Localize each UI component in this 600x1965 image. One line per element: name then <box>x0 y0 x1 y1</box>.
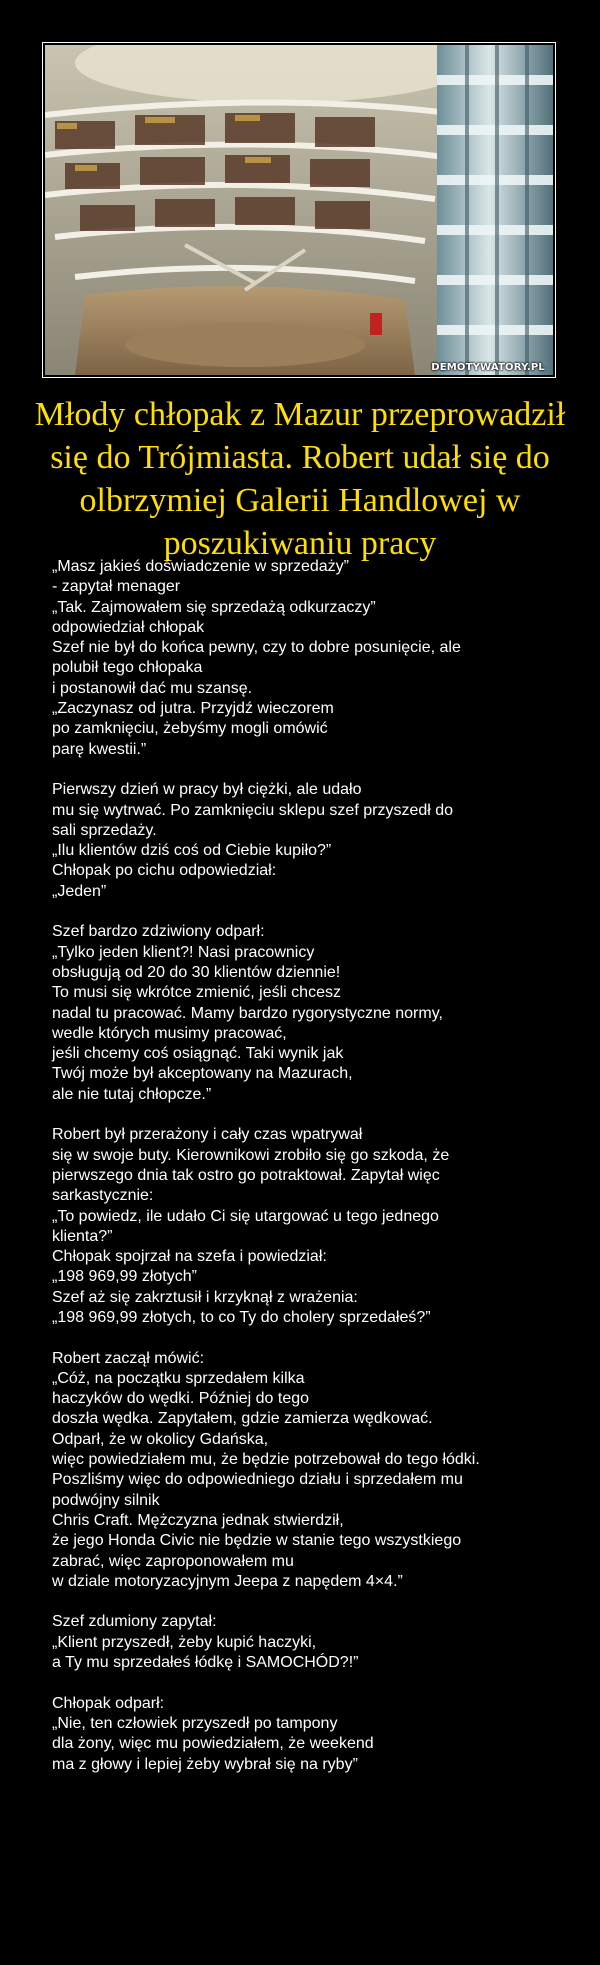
watermark-label: DEMOTYWATORY.PL <box>431 362 545 373</box>
headline: Młody chłopak z Mazur przeprowadził się do Trójmiasta. Robert udał się do olbrzymiej Galerii Handlowej w poszukiwaniu pracy <box>34 396 566 562</box>
photo-frame <box>42 42 556 378</box>
mall-atrium-photo <box>45 45 553 375</box>
story-text: „Masz jakieś doświadczenie w sprzedaży” - zapytał menager „Tak. Zajmowałem się sprzedażą odkurzaczy” odpowiedział chłopak Szef nie był do końca pewny, czy to dobre posunięcie, ale polubił tego chłopaka i postanowił dać mu szansę. „Zaczynasz od jutra. Przyjdź wieczorem po zamknięciu, żebyśmy mogli omówić parę kwestii.” Pierwszy dzień w pracy był ciężki, ale udało mu się wytrwać. Po zamknięciu sklepu szef przyszedł do sali sprzedaży. „Ilu klientów dziś coś od Ciebie kupiło?” Chłopak po cichu odpowiedział: „Jeden” Szef bardzo zdziwiony odparł: „Tylko jeden klient?! Nasi pracownicy obsługują od 20 do 30 klientów dziennie! To musi się wkrótce zmienić, jeśli chcesz nadal tu pracować. Mamy bardzo rygorystyczne normy, wedle których musimy pracować, jeśli chcemy coś osiągnąć. Taki wynik jak Twój może był akceptowany na Mazurach, ale nie tutaj chłopcze.” Robert był przerażony i cały czas wpatrywał się w swoje buty. Kierownikowi zrobiło się go szkoda, że pierwszego dnia tak ostro go potraktował. Zapytał więc sarkastycznie: „To powiedz, ile udało Ci się utargować u tego jednego klienta?” Chłopak spojrzał na szefa i powiedział: „198 969,99 złotych” Szef aż się zakrztusił i krzyknął z wrażenia: „198 969,99 złotych, to co Ty do cholery sprzedałeś?” Robert zaczął mówić: „Cóż, na początku sprzedałem kilka haczyków do wędki. Później do tego doszła wędka. Zapytałem, gdzie zamierza wędkować. Odparł, że w okolicy Gdańska, więc powiedziałem mu, że będzie potrzebował do tego łódki. Poszliśmy więc do odpowiedniego działu i sprzedałem mu podwójny silnik Chris Craft. Mężczyzna jednak stwierdził, że jego Honda Civic nie będzie w stanie tego wszystkiego zabrać, więc zaproponowałem mu w dziale motoryzacyjnym Jeepa z napędem 4×4.” Szef zdumiony zapytał: „Klient przyszedł, żeby kupić haczyki, a Ty mu sprzedałeś łódkę i SAMOCHÓD?!” Chłopak odparł: „Nie, ten człowiek przyszedł po tampony dla żony, więc mu powiedziałem, że weekend ma z głowy i lepiej żeby wybrał się na ryby” <box>52 558 480 1773</box>
